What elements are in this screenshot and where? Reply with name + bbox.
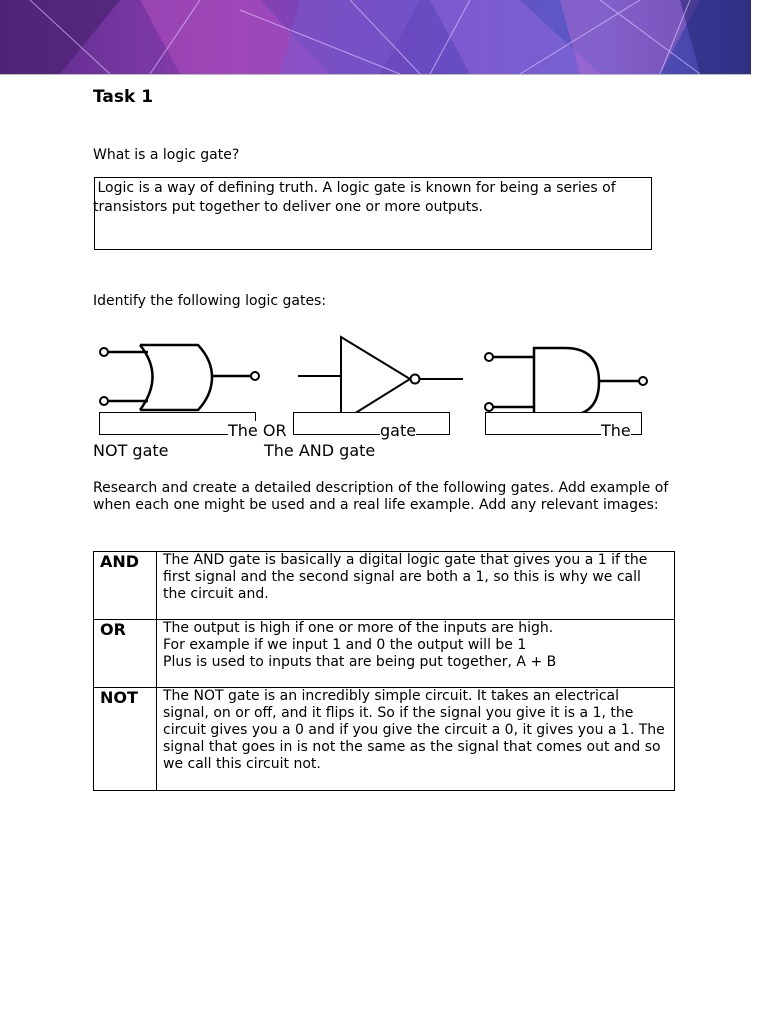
gate-description[interactable]: The AND gate is basically a digital logic gate that gives you a 1 if the first signal and the second signal are both a 1, so this is why we call the circuit and. [157,552,675,620]
header-banner [0,0,751,75]
not-label-part1: The [601,421,631,440]
banner-graphic [0,0,751,74]
gate-description[interactable]: The output is high if one or more of the inputs are high. For example if we input 1 and 0 the output will be 1 Plus is used to inputs that are being put together, A + B [157,620,675,688]
table-row [94,688,675,791]
gate-name: NOT [94,688,157,791]
not-gate-diagram [298,337,463,422]
question-logic-gate: What is a logic gate? [93,147,240,163]
answer-text: Logic is a way of defining truth. A logic gate is known for being a series of transistors put together to deliver one or more outputs. [93,180,616,215]
task-title: Task 1 [93,87,154,107]
gates-table [93,551,675,791]
label-box-not[interactable] [293,412,450,435]
gate-description[interactable]: The NOT gate is an incredibly simple circuit. It takes an electrical signal, on or off, and it flips it. So if the signal you give it is a 1, the circuit gives you a 0 and if you give the circuit a 0, it gives you a 1. The signal that goes in is not the same as the signal that comes out and so we call this circuit not. [157,688,675,791]
gate-name: AND [94,552,157,620]
not-label-part2: NOT gate [93,441,169,460]
table-row [94,552,675,620]
or-label-part1: The OR [228,421,287,440]
or-gate-diagram [100,345,259,410]
or-label-part2: gate [380,421,417,440]
and-label: The AND gate [264,441,376,460]
table-row [94,620,675,688]
and-gate-diagram [485,348,647,416]
question-identify-gates: Identify the following logic gates: [93,293,327,309]
gate-name: OR [94,620,157,688]
question-research: Research and create a detailed description of the following gates. Add example of when each one might be used and a real life example. Add any relevant images: [93,480,669,513]
